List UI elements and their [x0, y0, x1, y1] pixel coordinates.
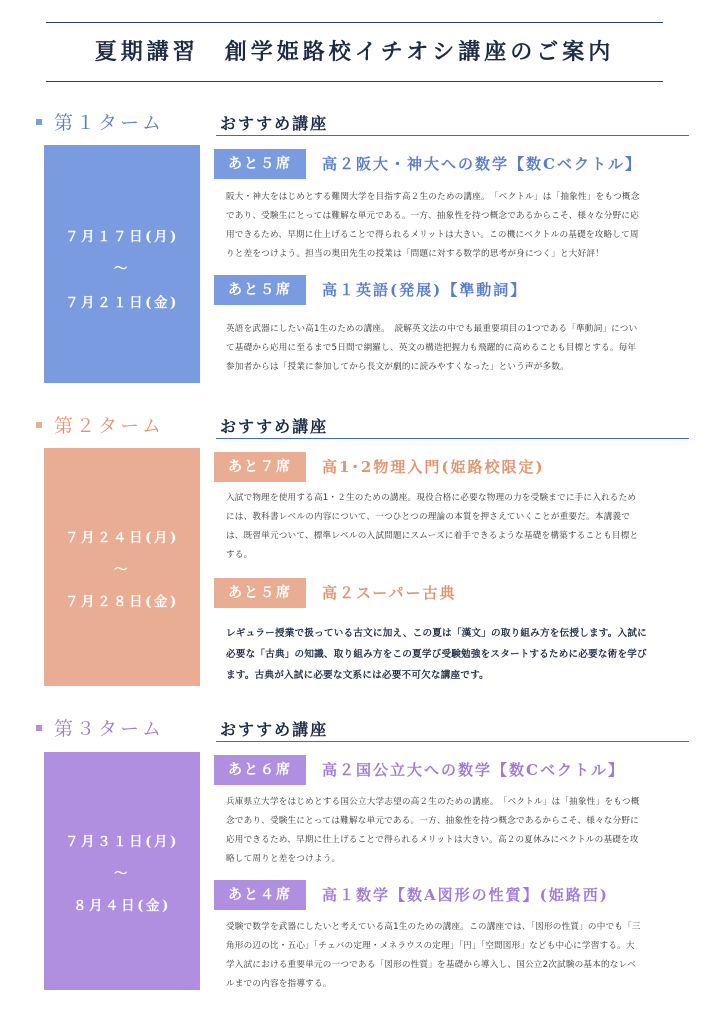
- term-2-dates: [44, 448, 200, 686]
- date-start: ７月１７日(月): [65, 229, 179, 245]
- course-title: 高1･2物理入門(姫路校限定): [322, 458, 545, 476]
- course-description: 英語を武器にしたい高1生のための講座。 読解英文法の中でも最重要項目の1つである「準動詞」について基礎から応用に至るまで5日間で網羅し、英文の構造把握力も飛躍的に高めることも目標とする。毎年参加者からは「授業に参加してから長文が劇的に読みやすくなった」という声が多数。: [226, 324, 638, 372]
- date-end: ８月４日(金): [73, 898, 171, 914]
- course-description: 阪大・神大をはじめとする難関大学を目指す高２生のための講座。 「ベクトル」は「抽象性」をもつ概念であり、受験生にとっては難解な単元である。一方、抽象性を持つ概念であるからこそ、様々な分野に応用できるため、早期に仕上げることで得られるメリットは大きい。この機にベクトルの基礎を攻略して周りと差をつけよう。担当の奥田先生の授業は「問題に対する数学的思考が身につく」と大好評！: [226, 192, 640, 259]
- term-3-dates: [44, 752, 200, 990]
- date-start: ７月２４日(月): [65, 530, 179, 546]
- term-1-label: 第１ターム: [36, 108, 164, 135]
- seats-badge: あと４席: [214, 880, 306, 910]
- recommended-heading: おすすめ講座: [216, 715, 689, 742]
- course-description: レギュラー授業で扱っている古文に加え、この夏は「漢文」の取り組み方を伝授します。入試に必要な「古典」の知識、取り組み方をこの夏学び受験勉強をスタートするために必要な術を学びます。古典が入試に必要な文系には必要不可欠な講座です。: [226, 628, 647, 681]
- seats-badge: あと７席: [214, 452, 306, 482]
- course-description: 兵庫県立大学をはじめとする国公立大学志望の高２生のための講座。 「ベクトル」は「抽象性」をもつ概念であり、受験生にとっては難解な単元である。一方、抽象性を持つ概念であるからこそ、様々な分野に応用できるため、早期に仕上げることで得られるメリットは大きい。高２の夏休みにベクトルの基礎を攻略して周りと差をつけよう。: [226, 797, 640, 864]
- term-2-label: 第２ターム: [36, 411, 164, 438]
- recommended-heading: おすすめ講座: [216, 412, 689, 439]
- recommended-heading: おすすめ講座: [216, 109, 689, 136]
- seats-badge: あと５席: [214, 275, 306, 305]
- course-title: 高２阪大・神大への数学【数Cベクトル】: [322, 155, 642, 173]
- square-bullet-icon: [36, 725, 42, 731]
- square-bullet-icon: [36, 422, 42, 428]
- course-title: 高２国公立大への数学【数Cベクトル】: [322, 761, 625, 779]
- course-title: 高１英語(発展)【準動詞】: [322, 281, 528, 299]
- date-end: ７月２８日(金): [65, 594, 179, 610]
- seats-badge: あと６席: [214, 755, 306, 785]
- course-title: 高２スーパー古典: [322, 584, 457, 602]
- seats-badge: あと５席: [214, 149, 306, 179]
- title-banner: [46, 22, 663, 82]
- date-end: ７月２１日(金): [65, 295, 179, 311]
- course-title: 高１数学【数A図形の性質】(姫路西): [322, 886, 609, 904]
- term-3-label: 第３ターム: [36, 714, 164, 741]
- date-tilde: ～: [114, 261, 130, 277]
- square-bullet-icon: [36, 119, 42, 125]
- term-1-dates: [44, 145, 200, 383]
- seats-badge: あと５席: [214, 578, 306, 608]
- page-title: 夏期講習 創学姫路校イチオシ講座のご案内: [94, 39, 615, 65]
- date-tilde: ～: [114, 866, 130, 882]
- course-description: 入試で物理を使用する高1・２生のための講座。現役合格に必要な物理の力を受験までに手に入れるためには、教科書レベルの内容について、一つひとつの理論の本質を押さえていくことが重要だ。本講義では、既習単元ついて、標準レベルの入試問題にスムーズに着手できるような基礎を構築することも目標とする。: [226, 493, 639, 560]
- date-tilde: ～: [114, 562, 130, 578]
- date-start: ７月３１日(月): [65, 834, 179, 850]
- course-description: 受験で数学を武器にしたいと考えている高1生のための講座。この講座では、「図形の性質」の中でも「三角形の辺の比・五心」「チェバの定理・メネラウスの定理」「円」「空間図形」なども中心に学習する。大学入試における重要単元の一つである「図形の性質」を基礎から導入し、国公立2次試験の基本的なレベルまでの内容を指導する。: [226, 922, 641, 989]
